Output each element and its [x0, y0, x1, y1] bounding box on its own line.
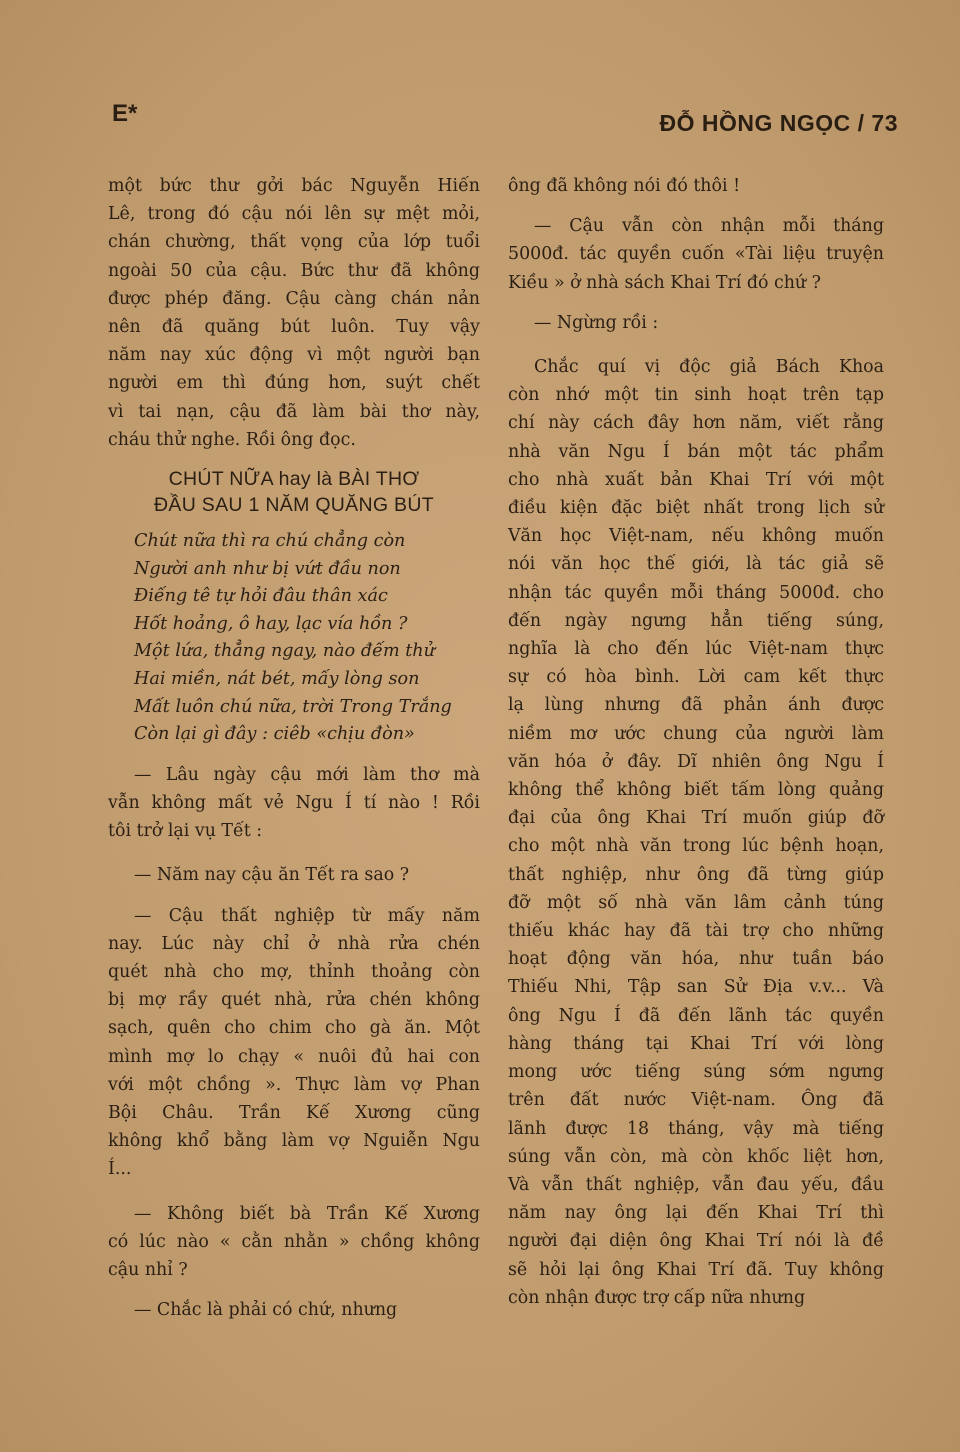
text-line: Thiếu Nhi, Tập san Sử Địa v.v... Và [508, 977, 884, 998]
poem-title [108, 466, 480, 518]
text-line: nói văn học thế giới, là tác giả sẽ [508, 554, 884, 575]
left-column [108, 172, 480, 1324]
text-line: — Cậu vẫn còn nhận mỗi tháng [534, 216, 884, 237]
right-column [508, 172, 884, 1312]
text-line: vì tai nạn, cậu đã làm bài thơ này, [108, 401, 480, 422]
text-line: — Lâu ngày cậu mới làm thơ mà [134, 764, 480, 785]
text-line: lãnh được 18 tháng, vậy mà tiếng [508, 1118, 884, 1139]
text-line: Chắc quí vị độc giả Bách Khoa [534, 357, 884, 378]
text-line: Còn lại gì đây : ciêb «chịu đòn» [134, 724, 415, 745]
text-line: Lê, trong đó cậu nói lên sự mệt mỏi, [108, 204, 480, 225]
text-line: thiếu khác hay đã tài trợ cho những [508, 921, 884, 942]
paragraph [508, 172, 884, 200]
text-line: còn nhận được trợ cấp nữa nhưng [508, 1287, 806, 1308]
text-line: hoạt động văn hóa, như tuần báo [508, 949, 884, 970]
text-line: ông đã không nói đó thôi ! [508, 176, 741, 196]
text-line: văn hóa ở đây. Dĩ nhiên ông Ngu Í [508, 751, 884, 772]
paragraph [108, 1200, 480, 1285]
text-line: mong ước tiếng súng sớm ngưng [508, 1062, 884, 1083]
text-line: không thể không biết tấm lòng quảng [508, 780, 884, 801]
text-line: không khổ bằng làm vợ Nguiễn Ngu [108, 1131, 480, 1152]
text-line: Chút nữa thì ra chú chẳng còn [134, 531, 406, 552]
text-line: niềm mơ ước chung của người làm [508, 723, 884, 744]
text-line: cháu thử nghe. Rồi ông đọc. [108, 429, 356, 450]
text-line: chí này cách đây hơn năm, viết rằng [508, 413, 884, 434]
text-line: đến ngày ngưng hẳn tiếng súng, [508, 610, 884, 631]
text-line: lạ lùng nhưng đã phản ánh được [508, 695, 884, 716]
text-line: sự có hòa bình. Lời cam kết thực [508, 667, 884, 688]
text-line: nên đã quăng bút luôn. Tuy vậy [108, 317, 480, 338]
text-line: — Chắc là phải có chứ, nhưng [134, 1300, 398, 1321]
text-line: cậu nhỉ ? [108, 1260, 188, 1281]
paragraph [108, 1296, 480, 1324]
text-line: 5000đ. tác quyền cuốn «Tài liệu truyện [508, 244, 884, 265]
page-mark: E* [112, 100, 138, 127]
text-line: chán chường, thất vọng của lớp tuổi [108, 232, 480, 253]
text-line: ĐẦU SAU 1 NĂM QUĂNG BÚT [154, 494, 434, 517]
text-line: súng vẫn còn, mà còn khốc liệt hơn, [508, 1146, 884, 1167]
text-line: hàng tháng tại Khai Trí với lòng [508, 1033, 884, 1054]
text-line: nhà văn Ngu Í bán một tác phẩm [508, 441, 884, 462]
paragraph [108, 172, 480, 454]
paragraph [108, 902, 480, 1184]
text-line: ông Ngu Í đã đến lãnh tác quyền [508, 1005, 884, 1026]
text-line: Í... [108, 1159, 132, 1180]
text-line: — Ngừng rồi : [534, 312, 659, 333]
text-line: Mất luôn chú nữa, trời Trong Trắng [134, 696, 452, 717]
text-line: nay. Lúc này chỉ ở nhà rửa chén [108, 933, 480, 954]
text-line: còn nhớ một tin sinh hoạt trên tạp [508, 385, 884, 406]
text-line: năm nay xúc động vì một người bạn [108, 345, 480, 366]
text-line: một bức thư gởi bác Nguyễn Hiến [108, 176, 480, 196]
running-title: ĐỖ HỒNG NGỌC / 73 [659, 110, 898, 136]
text-line: Hai miền, nát bét, mấy lòng son [134, 669, 420, 689]
text-line: Người anh như bị vứt đầu non [134, 558, 401, 579]
paragraph [108, 861, 480, 889]
text-line: — Không biết bà Trần Kế Xương [134, 1203, 480, 1224]
text-line: Và vẫn thất nghiệp, vẫn đau yếu, đầu [508, 1174, 884, 1195]
text-line: cho nhà xuất bản Khai Trí với một [508, 469, 884, 490]
text-line: Một lứa, thẳng ngay, nào đếm thử [134, 641, 435, 662]
text-line: cho một nhà văn trong lúc bệnh hoạn, [508, 836, 884, 857]
paragraph [508, 353, 884, 1312]
text-line: trên đất nước Việt-nam. Ông đã [508, 1090, 884, 1111]
text-line: nghĩa là cho đến lúc Việt-nam thực [508, 639, 884, 660]
text-line: nhận tác quyền mỗi tháng 5000đ. cho [508, 582, 884, 603]
text-line: quét nhà cho mợ, thỉnh thoảng còn [108, 962, 480, 982]
text-line: có lúc nào « cằn nhằn » chồng không [108, 1231, 480, 1252]
text-line: vẫn không mất vẻ Ngu Í tí nào ! Rồi [108, 792, 480, 813]
text-line: Văn học Việt-nam, nếu không muốn [508, 526, 884, 547]
text-line: CHÚT NỮA hay là BÀI THƠ [168, 468, 420, 491]
poem [134, 528, 480, 749]
text-line: — Năm nay cậu ăn Tết ra sao ? [134, 865, 410, 886]
text-line: sẽ hỏi lại ông Khai Trí đã. Tuy không [508, 1259, 884, 1280]
paragraph [508, 212, 884, 297]
text-line: điều kiện đặc biệt nhất trong lịch sử [508, 498, 884, 519]
text-line: đại của ông Khai Trí muốn giúp đỡ [508, 808, 884, 829]
text-line: mình mợ lo chạy « nuôi đủ hai con [108, 1046, 480, 1067]
text-line: ngoài 50 của cậu. Bức thư đã không [108, 260, 480, 281]
text-line: tôi trở lại vụ Tết : [108, 821, 263, 842]
paragraph [108, 761, 480, 846]
text-line: được phép đăng. Cậu càng chán nản [108, 288, 480, 309]
paragraph [508, 309, 884, 337]
text-line: — Cậu thất nghiệp từ mấy năm [134, 905, 480, 926]
text-line: bị mợ rầy quét nhà, rửa chén không [108, 990, 480, 1011]
text-line: sạch, quên cho chim cho gà ăn. Một [108, 1018, 480, 1039]
text-line: năm nay ông lại đến Khai Trí thì [508, 1203, 884, 1224]
text-line: người em thì đúng hơn, suýt chết [108, 373, 480, 394]
text-line: với một chồng ». Thực làm vợ Phan [108, 1074, 480, 1095]
text-line: đỡ một số nhà văn lâm cảnh túng [508, 892, 884, 913]
text-line: thất nghiệp, như ông đã từng giúp [508, 864, 884, 885]
text-line: Hốt hoảng, ô hay, lạc vía hồn ? [134, 613, 408, 634]
text-line: Điếng tê tự hỏi đâu thân xác [134, 586, 388, 607]
text-line: Bội Châu. Trần Kế Xương cũng [108, 1103, 480, 1124]
text-line: Kiều » ở nhà sách Khai Trí đó chứ ? [508, 272, 821, 293]
text-line: người đại diện ông Khai Trí nói là đề [508, 1231, 884, 1252]
